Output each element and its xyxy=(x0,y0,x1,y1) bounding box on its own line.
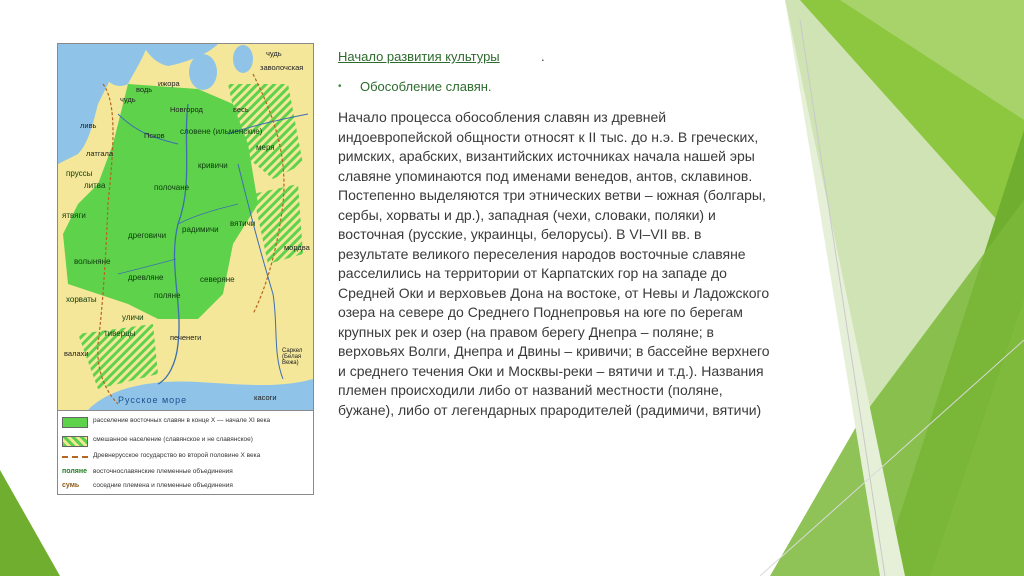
bullet-text: Обособление славян. xyxy=(360,79,492,94)
map-label-liv: ливь xyxy=(80,121,97,130)
map-label-novgorod: Новгород xyxy=(170,105,203,114)
map-label-sarkel: Саркел (Белая Вежа) xyxy=(282,348,303,366)
body-paragraph: Начало процесса обособления славян из древней индоевропейской общности относят к II тыс. до н.э. В греческих, римских, арабских, византийских источниках начала нашей эры славяне упоминаются под именами венедов, антов, склавинов. Постепенно выделяются три этнических ветви – южная (болгары, сербы, хорваты и др.), западная (чехи, словаки, поляки) и восточная (русские, украинцы, белорусы). В VI–VII вв. в результате великого переселения народов восточные славяне расселились на территории от Карпатских гор на западе до Средней Оки и верховьев Дона на востоке, от Невы и Ладожского озера на севере до Среднего Поднепровья на юге по берегам крупных рек и озер (на правом берегу Днепра – поляне; в верховьях Волги, Днепра и Двины – кривичи; в бассейне верхнего и среднего течения Оки и Москвы-реки – вятичи и т.д.). Названия племен происходили либо от названий местности (поляне, бужане), либо от легендарных прародителей (радимичи, вятичи) xyxy=(338,109,770,418)
legend-text-state: Древнерусское государство во второй половине X века xyxy=(93,452,261,459)
map-label-krivichi: кривичи xyxy=(198,161,228,170)
heading-period: . xyxy=(541,49,545,64)
map-label-khorvaty: хорваты xyxy=(66,295,97,304)
legend-row-settlement xyxy=(62,417,293,428)
map-label-litva: литва xyxy=(84,181,106,190)
map-label-vyatichi: вятичи xyxy=(230,219,256,228)
map-label-radimichi: радимичи xyxy=(182,225,219,234)
legend-row-mixed xyxy=(62,436,253,447)
legend-text-mixed: смешанное население (славянское и не славянское) xyxy=(93,436,253,443)
legend-row-tribes xyxy=(62,468,233,476)
legend-swatch-state xyxy=(62,456,88,462)
map-label-merya: меря xyxy=(256,143,275,152)
map-label-prussy: пруссы xyxy=(66,169,93,178)
map-label-valakhi: валахи xyxy=(64,349,89,358)
map-label-tivertsy: тиверцы xyxy=(104,329,136,338)
legend-swatch-settlement xyxy=(62,417,88,428)
map-label-polochane: полочане xyxy=(154,183,190,192)
map-label-kasogi: касоги xyxy=(254,393,277,402)
legend-text-settlement: расселение восточных славян в конце X — начале XI века xyxy=(93,417,271,424)
bullet-item xyxy=(338,79,492,94)
map-label-vod: водь xyxy=(136,85,153,94)
map-label-yatvyagi: ятвяги xyxy=(62,211,86,220)
map-label-severyane: северяне xyxy=(200,275,235,284)
map-label-izhora: ижора xyxy=(158,79,180,88)
map-label-latgala: латгала xyxy=(86,149,114,158)
map-label-ves: весь xyxy=(233,105,249,114)
map-label-pskov: Псков xyxy=(144,131,165,140)
map-label-slovene: словене (ильменские) xyxy=(180,127,263,136)
heading-link[interactable]: Начало развития культуры xyxy=(338,49,500,64)
map-label-chud2: чудь xyxy=(120,95,136,104)
map-label-pechenegi: печенеги xyxy=(170,333,202,342)
map-label-mordva: мордва xyxy=(284,243,310,252)
map-label-dregovichi: дреговичи xyxy=(128,231,167,240)
map-label-chud: чудь xyxy=(266,49,282,58)
legend-text-tribes: восточнославянские племенные объединения xyxy=(93,468,233,475)
map-label-zavolochskaya: заволочская xyxy=(260,63,304,72)
legend-row-state xyxy=(62,452,260,462)
legend-swatch-mixed xyxy=(62,436,88,447)
legend-text-neighbors: соседние племена и племенные объединения xyxy=(93,482,233,489)
map-label-drevlyane: древляне xyxy=(128,273,164,282)
legend-word-sum: сумь xyxy=(62,482,80,489)
legend-row-neighbors xyxy=(62,482,233,490)
map-label-polyane: поляне xyxy=(154,291,181,300)
map-label-ulichi: уличи xyxy=(122,313,144,322)
map-label-volynyane: волыняне xyxy=(74,257,111,266)
historical-map xyxy=(57,43,314,495)
legend-word-polyane: поляне xyxy=(62,468,87,475)
map-label-sea: Русское море xyxy=(118,395,188,405)
map-legend xyxy=(58,410,313,495)
bullet-icon: • xyxy=(338,81,342,92)
